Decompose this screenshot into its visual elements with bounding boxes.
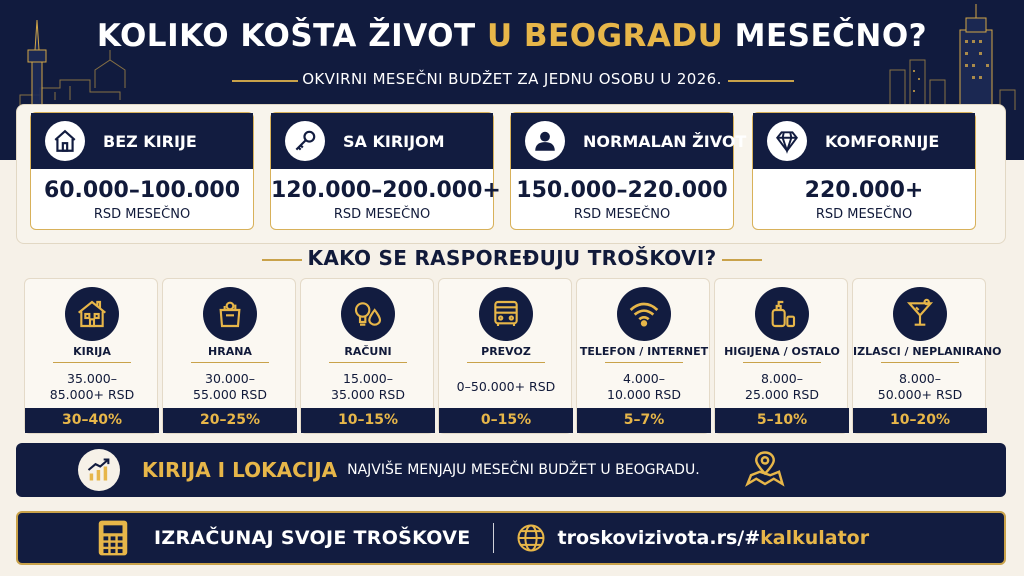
category-label: HIGIJENA / OSTALO — [724, 345, 840, 358]
category-label: KIRIJA — [73, 345, 111, 358]
divider-line — [53, 362, 131, 363]
tier-amount: 60.000–100.000 — [43, 178, 241, 203]
category-card-telefon-internet — [576, 278, 710, 434]
category-percent: 5–10% — [715, 408, 849, 433]
person-icon — [525, 121, 565, 161]
diamond-icon — [767, 121, 807, 161]
tier-header — [31, 113, 253, 169]
category-range: 8.000– 25.000 RSD — [745, 371, 819, 402]
tier-card-sa-kirijom — [270, 112, 501, 230]
category-card-hrana — [162, 278, 296, 434]
category-percent: 30–40% — [25, 408, 159, 433]
tier-label: KOMFORNIJE — [825, 131, 940, 151]
page-subtitle: OKVIRNI MESEČNI BUDŽET ZA JEDNU OSOBU U 2026. — [302, 70, 722, 88]
category-range: 30.000– 55.000 RSD — [193, 371, 267, 402]
tier-label: NORMALAN ŽIVOT — [583, 131, 747, 151]
tier-amount: 220.000+ — [804, 178, 924, 203]
tier-header — [511, 113, 747, 169]
tier-card-normalan-zivot — [510, 112, 747, 230]
map-pin-icon — [744, 449, 786, 491]
insight-text: NAJVIŠE MENJAJU MESEČNI BUDŽET U BEOGRADU. — [347, 462, 700, 478]
tier-amount: 150.000–220.000 — [516, 178, 728, 203]
calculate-costs-link[interactable]: IZRAČUNAJ SVOJE TROŠKOVE — [154, 527, 471, 549]
breakdown-title: KAKO SE RASPOREĐUJU TROŠKOVI? — [307, 246, 717, 270]
tier-amount: 120.000–200.000+ — [271, 178, 501, 203]
soap-bottle-icon — [755, 287, 809, 341]
wifi-icon — [617, 287, 671, 341]
divider-line — [881, 362, 959, 363]
category-card-kirija — [24, 278, 158, 434]
key-icon — [285, 121, 325, 161]
key-insight-band — [16, 443, 1006, 497]
house-icon — [45, 121, 85, 161]
tier-card-bez-kirije — [30, 112, 254, 230]
category-card-racuni — [300, 278, 434, 434]
calculator-url-link[interactable]: troskovizivota.rs/#kalkulator — [557, 527, 870, 549]
category-percent: 0–15% — [439, 408, 573, 433]
category-card-izlasci-neplanirano — [852, 278, 1002, 434]
divider-line — [191, 362, 269, 363]
trend-chart-icon — [78, 449, 120, 491]
category-label: HRANA — [208, 345, 252, 358]
grocery-bag-icon — [203, 287, 257, 341]
calculator-icon — [96, 519, 130, 557]
category-percent: 10–20% — [853, 408, 987, 433]
category-card-prevoz — [438, 278, 572, 434]
category-percent: 10–15% — [301, 408, 435, 433]
cocktail-icon — [893, 287, 947, 341]
tier-header — [271, 113, 493, 169]
bus-icon — [479, 287, 533, 341]
utilities-icon — [341, 287, 395, 341]
tier-unit: RSD MESEČNO — [93, 207, 191, 222]
footer-cta-bar — [16, 511, 1006, 565]
page-title: KOLIKO KOŠTA ŽIVOT U BEOGRADU MESEČNO? — [96, 18, 928, 54]
divider-line — [605, 362, 683, 363]
category-card-higijena-ostalo — [714, 278, 848, 434]
category-label: RAČUNI — [344, 345, 392, 358]
category-range: 35.000– 85.000+ RSD — [49, 371, 135, 402]
divider-line — [743, 362, 821, 363]
tier-unit: RSD MESEČNO — [815, 207, 913, 222]
tier-label: BEZ KIRIJE — [103, 131, 197, 151]
apartment-icon — [65, 287, 119, 341]
divider-line — [329, 362, 407, 363]
category-range: 0–50.000+ RSD — [456, 379, 556, 394]
category-range: 8.000– 50.000+ RSD — [877, 371, 963, 402]
tier-header — [753, 113, 975, 169]
category-label: IZLASCI / NEPLANIRANO — [853, 345, 1002, 358]
tier-unit: RSD MESEČNO — [573, 207, 671, 222]
tier-label: SA KIRIJOM — [343, 131, 445, 151]
category-range: 15.000– 35.000 RSD — [331, 371, 405, 402]
insight-highlight: KIRIJA I LOKACIJA — [142, 458, 338, 482]
category-percent: 20–25% — [163, 408, 297, 433]
category-percent: 5–7% — [577, 408, 711, 433]
category-label: TELEFON / INTERNET — [579, 345, 709, 358]
divider-line — [467, 362, 545, 363]
globe-icon — [516, 523, 546, 553]
category-range: 4.000– 10.000 RSD — [607, 371, 681, 402]
divider-line — [493, 523, 494, 553]
category-label: PREVOZ — [481, 345, 531, 358]
tier-card-komfornije — [752, 112, 976, 230]
tier-unit: RSD MESEČNO — [333, 207, 431, 222]
